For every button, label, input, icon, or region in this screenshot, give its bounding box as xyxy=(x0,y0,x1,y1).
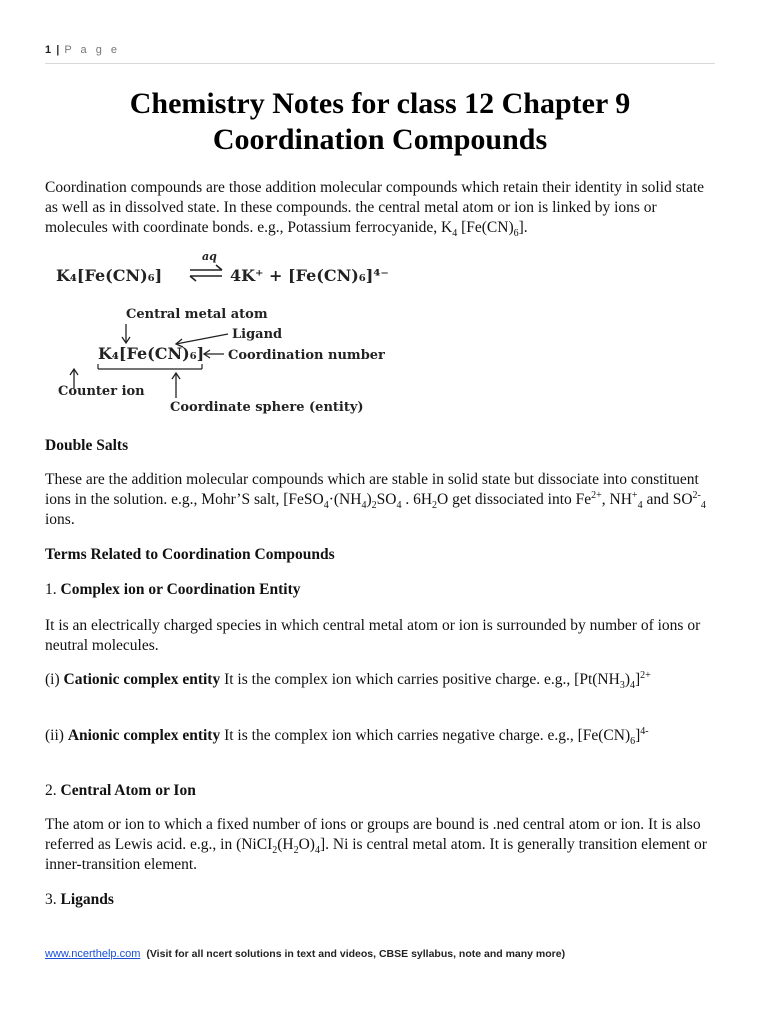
section-heading-terms: Terms Related to Coordination Compounds xyxy=(45,546,335,563)
term-title: Cationic complex entity xyxy=(63,671,221,688)
intro-text: Coordination compounds are those addition molecular compounds which retain their identity in solid state as well as in dissolved state. In these compounds. the central metal atom or ion is linked by ions or molecules with coordinate bonds. e.g., Potassium ferrocyanide, K xyxy=(45,179,705,236)
sub: 6 xyxy=(513,228,519,240)
sub: 6 xyxy=(630,736,636,748)
term-1-paragraph: It is an electrically charged species in which central metal atom or ion is surrounded by number of ions or neutral molecules. xyxy=(45,617,701,654)
label-coordination-number: Coordination number xyxy=(228,348,385,363)
sub: 2 xyxy=(272,845,278,857)
bracket-underline xyxy=(98,364,202,369)
sub: 4 xyxy=(700,500,706,512)
text: These are the addition molecular compounds which are stable in solid state but dissociate into constituent ions in the solution. e.g., Mohr’S salt, [FeSO xyxy=(45,471,699,508)
text: O get dissociated into Fe xyxy=(437,491,592,508)
page-separator: | xyxy=(56,44,60,56)
section-heading-double-salts: Double Salts xyxy=(45,437,129,454)
text: It is the complex ion which carries positive charge. e.g., [Pt(NH xyxy=(220,671,620,688)
title-line-1: Chemistry Notes for class 12 Chapter 9 xyxy=(129,87,631,120)
label-ligand: Ligand xyxy=(232,327,283,342)
sub: 2 xyxy=(371,500,377,512)
label-central-metal-atom: Central metal atom xyxy=(126,307,268,322)
equation-left: K₄[Fe(CN)₆] xyxy=(56,266,163,285)
term-title: Central Atom or Ion xyxy=(60,782,196,799)
cationic-paragraph xyxy=(45,670,720,690)
sub: 2 xyxy=(293,845,299,857)
equilibrium-arrow-icon xyxy=(190,265,222,281)
equation-right: 4K⁺ + [Fe(CN)₆]⁴⁻ xyxy=(230,266,389,285)
double-salts-paragraph xyxy=(45,470,720,530)
text: . 6H xyxy=(401,491,433,508)
sup: 4- xyxy=(640,725,649,737)
equation-arrow-label: aq xyxy=(202,250,217,263)
sup: 2+ xyxy=(640,669,651,681)
sup: + xyxy=(631,489,638,501)
text: ions. xyxy=(45,511,75,528)
sub: 4 xyxy=(361,500,367,512)
footer-link[interactable]: www.ncerthelp.com xyxy=(45,948,141,960)
sub: 4 xyxy=(323,500,329,512)
text: ) xyxy=(366,491,372,508)
sub: 4 xyxy=(396,500,402,512)
footer-note: (Visit for all ncert solutions in text and videos, CBSE syllabus, note and many more) xyxy=(146,948,566,960)
sup: 2+ xyxy=(591,489,602,501)
term-3-heading xyxy=(45,890,720,910)
intro-text: [Fe(CN) xyxy=(457,219,514,236)
term-number: 3. xyxy=(45,891,61,908)
term-2-heading xyxy=(45,781,720,801)
term-number: 1. xyxy=(45,581,61,598)
page-label: P a g e xyxy=(64,44,120,56)
text: It is the complex ion which carries negative charge. e.g., [Fe(CN) xyxy=(220,727,631,744)
term-number: 2. xyxy=(45,782,61,799)
arrow-up-icon xyxy=(172,373,180,398)
term-title: Ligands xyxy=(60,891,114,908)
term-1-heading xyxy=(45,580,720,600)
document-title xyxy=(30,86,730,158)
intro-paragraph xyxy=(45,178,720,238)
sub: 4 xyxy=(630,680,635,692)
page-number: 1 xyxy=(45,44,52,56)
sub: 4 xyxy=(637,500,643,512)
sub: 4 xyxy=(314,845,320,857)
text: O) xyxy=(298,836,315,853)
text: (i) xyxy=(45,671,64,688)
sub: 3 xyxy=(619,680,625,692)
anionic-paragraph xyxy=(45,726,720,746)
complex-formula: K₄[Fe(CN)₆] xyxy=(98,344,205,363)
coordination-diagram xyxy=(52,248,402,418)
sup: 2- xyxy=(692,489,701,501)
arrow-down-icon xyxy=(122,324,130,343)
page-header xyxy=(45,44,715,64)
term-2-paragraph xyxy=(45,815,720,875)
text: (H xyxy=(277,836,294,853)
text: The atom or ion to which a fixed number of ions or groups are bound is .ned central atom or ion. It is also referred as Lewis acid. e.g., in (NiCI xyxy=(45,816,701,853)
text: (ii) xyxy=(45,727,68,744)
term-title: Complex ion or Coordination Entity xyxy=(60,581,301,598)
intro-text: ]. xyxy=(518,219,528,236)
text: ] xyxy=(635,671,641,688)
label-coordinate-sphere: Coordinate sphere (entity) xyxy=(170,400,364,415)
text: ) xyxy=(624,671,630,688)
text: , NH xyxy=(601,491,632,508)
sub: 2 xyxy=(432,500,438,512)
page-footer xyxy=(45,948,725,960)
term-title: Anionic complex entity xyxy=(67,727,221,744)
arrow-left-icon xyxy=(204,350,224,358)
title-line-2: Coordination Compounds xyxy=(212,123,548,156)
sub: 4 xyxy=(452,228,458,240)
text: ·(NH xyxy=(328,491,362,508)
label-counter-ion: Counter ion xyxy=(58,384,145,399)
text: and SO xyxy=(642,491,693,508)
text: ]. Ni is central metal atom. It is generally transition element or inner-transition element. xyxy=(45,836,707,873)
text: ] xyxy=(635,727,641,744)
text: SO xyxy=(376,491,397,508)
